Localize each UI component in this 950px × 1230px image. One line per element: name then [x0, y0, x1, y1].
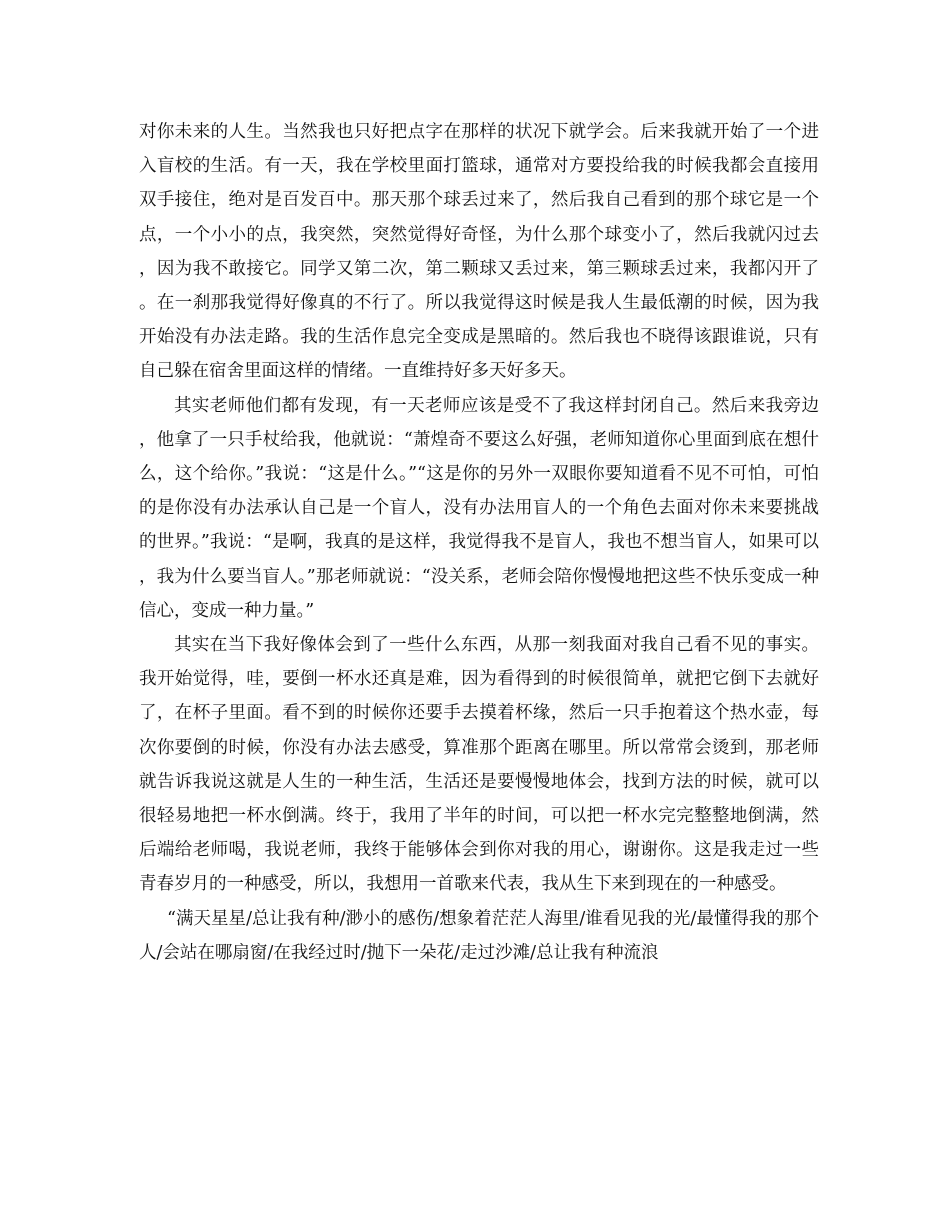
- paragraph-continuation: 对你未来的人生。当然我也只好把点字在那样的状况下就学会。后来我就开始了一个进入盲校的生活。有一天，我在学校里面打篮球，通常对方要投给我的时候我都会直接用双手接住，绝对是百发百中。那天那个球丢过来了，然后我自己看到的那个球它是一个点，一个小小的点，我突然，突然觉得好奇怪，为什么那个球变小了，然后我就闪过去，因为我不敢接它。同学又第二次，第二颗球又丢过来，第三颗球丢过来，我都闪开了。在一刹那我觉得好像真的不行了。所以我觉得这时候是我人生最低潮的时候，因为我开始没有办法走路。我的生活作息完全变成是黑暗的。然后我也不晓得该跟谁说，只有自己躲在宿舍里面这样的情绪。一直维持好多天好多天。: [139, 122, 819, 382]
- document-body: [139, 115, 819, 970]
- paragraph-teacher-cane: 其实老师他们都有发现，有一天老师应该是受不了我这样封闭自己。然后来我旁边，他拿了一只手杖给我，他就说：“萧煌奇不要这么好强，老师知道你心里面到底在想什么，这个给你。”我说：“这是什么。”“这是你的另外一双眼你要知道看不见不可怕，可怕的是你没有办法承认自己是一个盲人，没有办法用盲人的一个角色去面对你未来要挑战的世界。”我说：“是啊，我真的是这样，我觉得我不是盲人，我也不想当盲人，如果可以，我为什么要当盲人。”那老师就说：“没关系，老师会陪你慢慢地把这些不快乐变成一种信心，变成一种力量。”: [139, 395, 819, 621]
- paragraph-song-lyrics: “满天星星/总让我有种/渺小的感伤/想象着茫茫人海里/谁看见我的光/最懂得我的那个人/会站在哪扇窗/在我经过时/抛下一朵花/走过沙滩/总让我有种流浪: [139, 908, 819, 963]
- paragraph-pouring-water: 其实在当下我好像体会到了一些什么东西，从那一刻我面对我自己看不见的事实。我开始觉得，哇，要倒一杯水还真是难，因为看得到的时候很简单，就把它倒下去就好了，在杯子里面。看不到的时候你还要手去摸着杯缘，然后一只手抱着这个热水壶，每次你要倒的时候，你没有办法去感受，算准那个距离在哪里。所以常常会烫到，那老师就告诉我说这就是人生的一种生活，生活还是要慢慢地体会，找到方法的时候，就可以很轻易地把一杯水倒满。终于，我用了半年的时间，可以把一杯水完完整整地倒满，然后端给老师喝，我说老师，我终于能够体会到你对我的用心，谢谢你。这是我走过一些青春岁月的一种感受，所以，我想用一首歌来代表，我从生下来到现在的一种感受。: [139, 635, 819, 895]
